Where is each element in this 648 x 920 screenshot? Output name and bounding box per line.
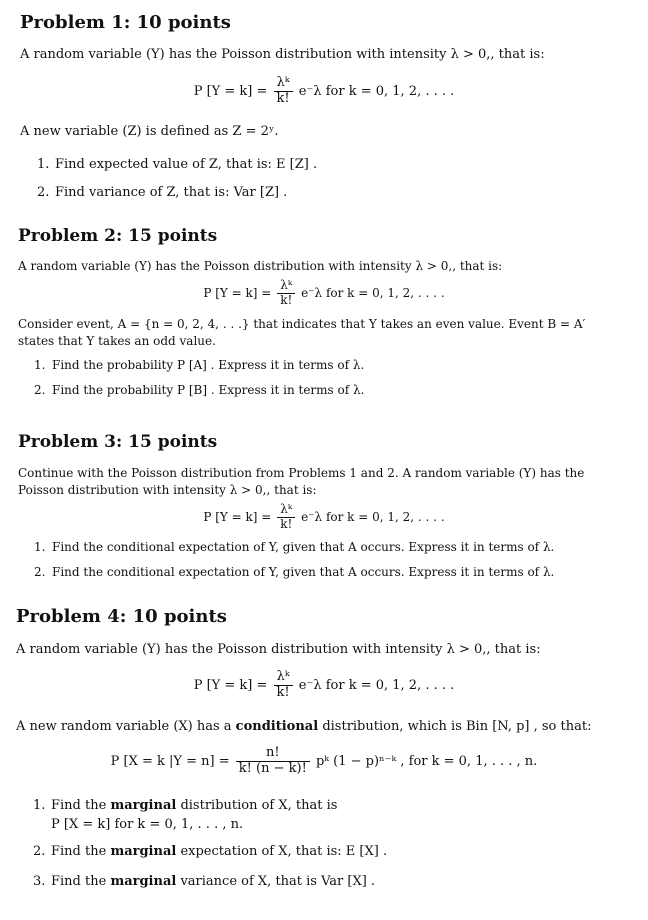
eq-denominator: k! (276, 684, 290, 700)
eq-fraction (274, 76, 293, 107)
problem-4-title: Problem 4: 10 points (16, 606, 227, 627)
eq-fraction (277, 503, 295, 532)
problem-1-after: A new variable (Z) is defined as Z = 2ʸ. (20, 124, 279, 139)
list-item: 2. Find variance of Z, that is: Var [Z] . (37, 185, 288, 200)
item-pre: Find the (51, 798, 107, 813)
problem-2-intro: A random variable (Y) has the Poisson distribution with intensity λ > 0,, that is: (18, 259, 503, 273)
list-item: 1. Find the marginal distribution of X, that is P [X = k] for k = 0, 1, . . . , n. (33, 798, 338, 832)
item-text: Find the conditional expectation of Y, given that A occurs. Express it in terms of λ. (52, 540, 555, 554)
problem-3-equation (0, 503, 648, 532)
item-text: Find the probability P [B] . Express it in terms of λ. (52, 383, 365, 397)
item-bold: marginal (110, 874, 177, 889)
eq-numerator: λᵏ (277, 503, 295, 518)
problem-3-title: Problem 3: 15 points (18, 432, 218, 452)
eq-rhs: e⁻λ for k = 0, 1, 2, . . . . (301, 285, 445, 300)
item-bold: marginal (110, 798, 177, 813)
eq2-rhs: pᵏ (1 − p)ⁿ⁻ᵏ , for k = 0, 1, . . . , n. (315, 753, 538, 769)
item-post: variance of X, that is Var [X] . (180, 874, 376, 889)
item-post: expectation of X, that is: E [X] . (180, 844, 388, 859)
item-bold: marginal (110, 844, 177, 859)
item-text: Find the probability P [A] . Express it in terms of λ. (52, 358, 365, 372)
eq-lhs: P [Y = k] = (193, 83, 268, 99)
eq-denominator: k! (280, 516, 293, 531)
item-line2: P [X = k] for k = 0, 1, . . . , n. (51, 817, 244, 832)
problem-2-title: Problem 2: 15 points (18, 226, 218, 246)
eq-rhs: e⁻λ for k = 0, 1, 2, . . . . (298, 83, 455, 99)
after-pre: A new random variable (X) has a (16, 719, 232, 734)
list-item: 2. Find the probability P [B] . Express it in terms of λ. (34, 383, 365, 397)
problem-2-after: Consider event, A = {n = 0, 2, 4, . . .} that indicates that Y takes an even value. Event B = A′ states that Y takes an odd value. (18, 317, 586, 348)
item-text: Find variance of Z, that is: Var [Z] . (55, 185, 288, 200)
problem-4-intro: A random variable (Y) has the Poisson distribution with intensity λ > 0,, that is: (16, 642, 541, 657)
problem-1-title: Problem 1: 10 points (20, 12, 231, 33)
list-item: 2. Find the marginal expectation of X, that is: E [X] . (33, 844, 388, 859)
eq-rhs: e⁻λ for k = 0, 1, 2, . . . . (298, 677, 455, 693)
problem-4-binomial-equation (0, 746, 648, 777)
eq-fraction (274, 670, 293, 701)
list-item: 3. Find the marginal variance of X, that is Var [X] . (33, 874, 376, 889)
problem-4-after (16, 719, 648, 734)
item-text: Find expected value of Z, that is: E [Z] . (55, 157, 318, 172)
list-item: 1. Find expected value of Z, that is: E [Z] . (37, 157, 318, 172)
item-text: Find the conditional expectation of Y, given that A occurs. Express it in terms of λ. (52, 565, 555, 579)
item-pre: Find the (51, 874, 107, 889)
after-bold: conditional (235, 719, 319, 734)
eq-numerator: λᵏ (274, 670, 293, 686)
eq-denominator: k! (280, 292, 293, 307)
eq-rhs: e⁻λ for k = 0, 1, 2, . . . . (301, 509, 445, 524)
list-item: 2. Find the conditional expectation of Y, given that A occurs. Express it in terms of λ. (34, 565, 555, 579)
problem-1-intro: A random variable (Y) has the Poisson distribution with intensity λ > 0,, that is: (20, 47, 545, 62)
eq-lhs: P [Y = k] = (203, 285, 272, 300)
eq-lhs: P [Y = k] = (203, 509, 272, 524)
problem-2-equation (0, 279, 648, 308)
eq-denominator: k! (276, 90, 290, 106)
item-pre: Find the (51, 844, 107, 859)
after-post: distribution, which is Bin [N, p] , so that: (322, 719, 592, 734)
eq-lhs: P [Y = k] = (193, 677, 268, 693)
eq2-numerator: n! (236, 746, 310, 762)
list-item: 1. Find the conditional expectation of Y, given that A occurs. Express it in terms of λ. (34, 540, 555, 554)
list-item: 1. Find the probability P [A] . Express it in terms of λ. (34, 358, 365, 372)
problem-3-intro: Continue with the Poisson distribution from Problems 1 and 2. A random variable (Y) has the Poisson distribution with intensity λ > 0,, that is: (18, 466, 585, 497)
item-post: distribution of X, that is (180, 798, 338, 813)
problem-4-equation (0, 670, 648, 701)
eq-numerator: λᵏ (277, 279, 295, 294)
eq-fraction (277, 279, 295, 308)
eq2-denominator: k! (n − k)! (238, 760, 307, 776)
eq2-fraction (236, 746, 310, 777)
eq2-lhs: P [X = k |Y = n] = (110, 753, 230, 769)
eq-numerator: λᵏ (274, 76, 293, 92)
problem-1-equation (0, 76, 648, 107)
